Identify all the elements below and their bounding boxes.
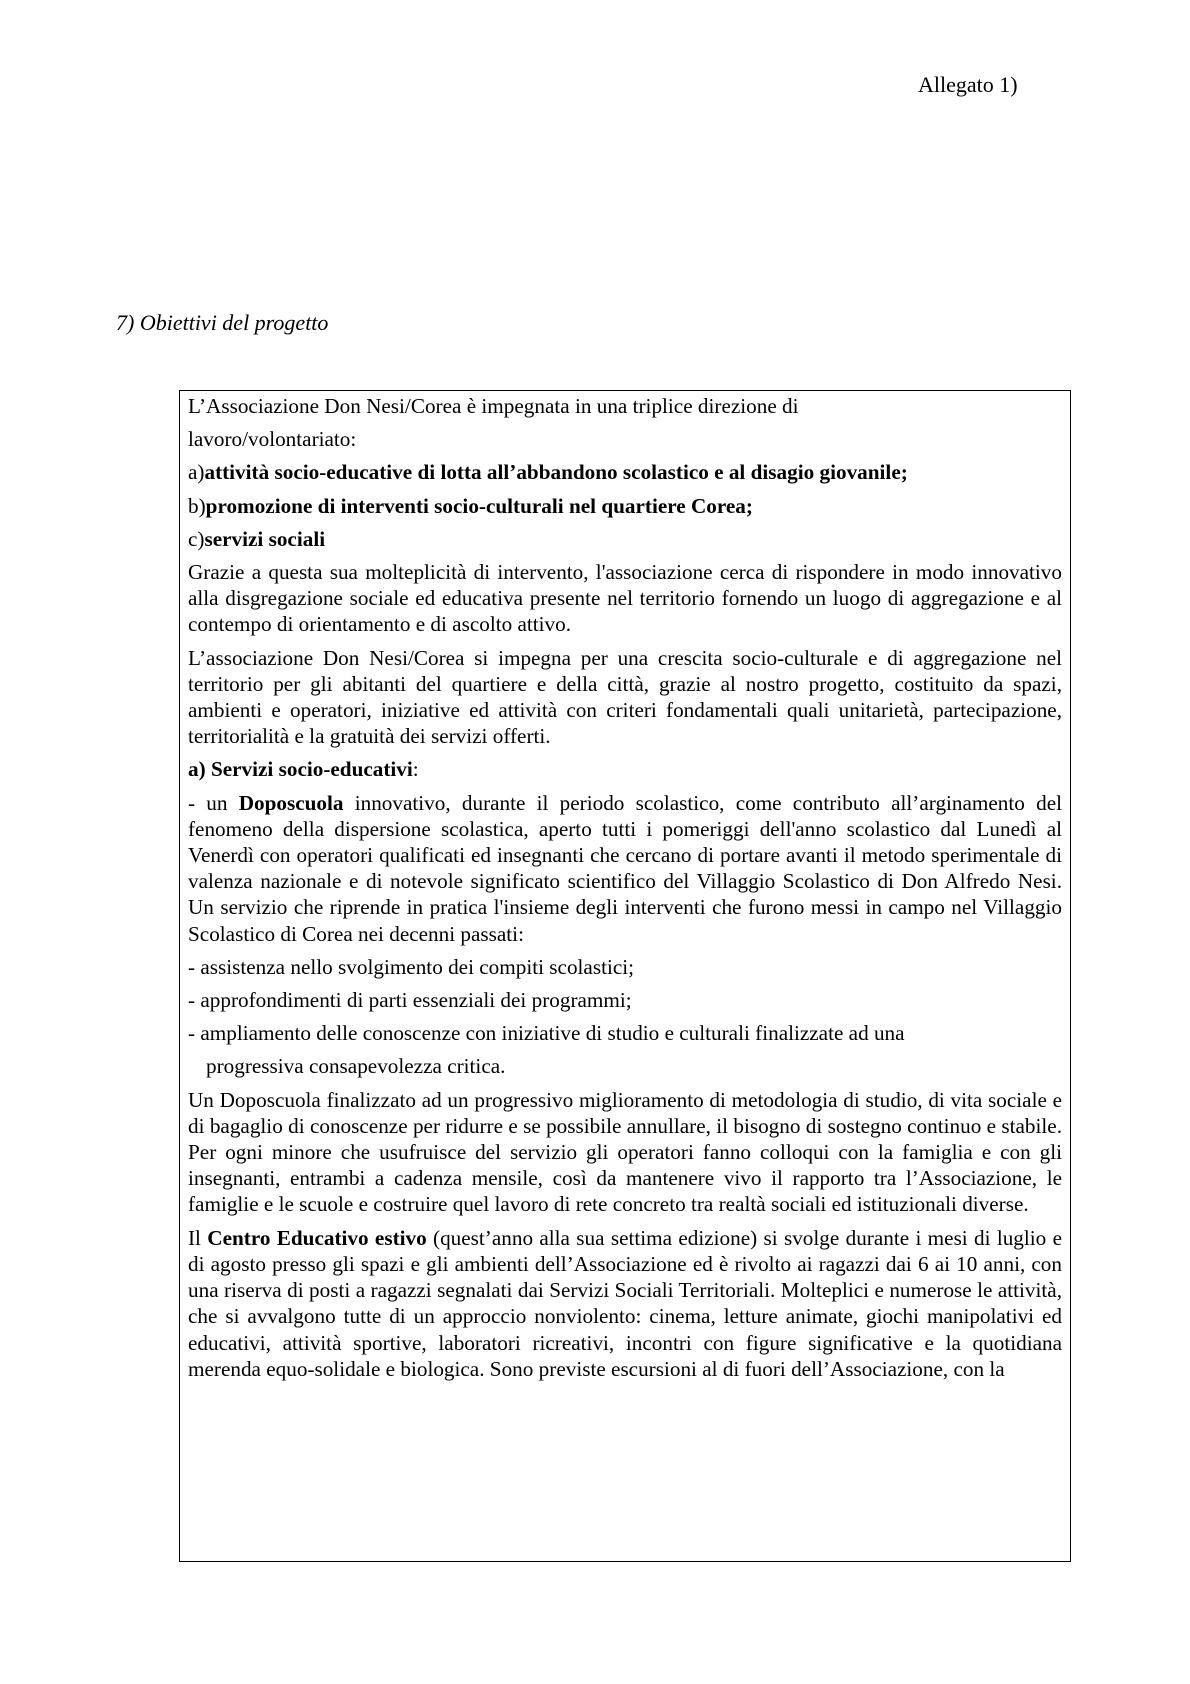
- paragraph-2: L’associazione Don Nesi/Corea si impegna per una crescita socio-culturale e di aggregazione nel territorio per gli abitanti del quartiere e della città, grazie al nostro progetto, costituito da spazi, ambienti e operatori, iniziative ed attività con criteri fondamentali quali unitarietà, partecipazione, territorialità e la gratuità dei servizi offerti.: [188, 645, 1062, 749]
- item-a-prefix: a): [188, 460, 205, 485]
- section-title: 7) Obiettivi del progetto: [116, 310, 329, 335]
- item-b-prefix: b): [188, 493, 206, 518]
- bullet-2: - approfondimenti di parti essenziali dei programmi;: [188, 988, 632, 1013]
- bullet-3-continuation: progressiva consapevolezza critica.: [206, 1054, 506, 1079]
- subheading-text: a) Servizi socio-educativi: [188, 757, 413, 782]
- bullet-3: - ampliamento delle conoscenze con iniziative di studio e culturali finalizzate ad una: [188, 1021, 905, 1046]
- doposcuola-paragraph: [188, 790, 1062, 947]
- item-b-text: promozione di interventi socio-culturali nel quartiere Corea;: [205, 493, 753, 518]
- doposcuola-prefix: - un: [188, 790, 239, 815]
- centro-text: (quest’anno alla sua settima edizione) si svolge durante i mesi di luglio e di agosto presso gli spazi e gli ambienti dell’Associazione ed è rivolto ai ragazzi dai 6 ai 10 anni, con una riserva di posti a ragazzi segnalati dai Servizi Sociali Territoriali. Molteplici e numerose le attività, che si avvalgono tutte di un approccio nonviolento: cinema, letture animate, giochi manipolativi ed educativi, attività sportive, laboratori ricreativi, incontri con figure significative e la quotidiana merenda equo-solidale e biologica. Sono previste escursioni al di fuori dell’Associazione, con la: [188, 1225, 1062, 1381]
- item-b: [188, 493, 1062, 519]
- subheading-colon: :: [412, 757, 419, 782]
- item-a-text: attività socio-educative di lotta all’abbandono scolastico e al disagio giovanile;: [204, 460, 908, 485]
- item-a: [188, 459, 1062, 485]
- subheading-socio-educativi: [188, 756, 1062, 782]
- bullet-1: - assistenza nello svolgimento dei compiti scolastici;: [188, 954, 635, 979]
- item-c-text: servizi sociali: [204, 526, 326, 551]
- centro-prefix: Il: [188, 1225, 208, 1250]
- objectives-box: [179, 390, 1071, 1562]
- intro-line-1: L’Associazione Don Nesi/Corea è impegnata in una triplice direzione di: [188, 394, 799, 418]
- doposcuola-text: innovativo, durante il periodo scolastico, come contributo all’arginamento del fenomeno della dispersione scolastica, aperto tutti i pomeriggi dell'anno scolastico dal Lunedì al Venerdì con operatori qualificati ed insegnanti che cercano di portare avanti il metodo sperimentale di valenza nazionale e di notevole significato scientifico del Villaggio Scolastico di Don Alfredo Nesi. Un servizio che riprende in pratica l'insieme degli interventi che furono messi in campo nel Villaggio Scolastico di Corea nei decenni passati:: [188, 790, 1062, 946]
- attachment-label: Allegato 1): [918, 72, 1018, 97]
- centro-paragraph: [188, 1225, 1062, 1382]
- doposcuola-bold: Doposcuola: [238, 790, 344, 815]
- intro-line-2: lavoro/volontariato:: [188, 427, 357, 452]
- item-c: [188, 526, 1062, 552]
- item-c-prefix: c): [188, 526, 205, 551]
- paragraph-1: Grazie a questa sua molteplicità di intervento, l'associazione cerca di rispondere in modo innovativo alla disgregazione sociale ed educativa presente nel territorio fornendo un luogo di aggregazione e al contempo di orientamento e di ascolto attivo.: [188, 560, 1062, 637]
- paragraph-3: Un Doposcuola finalizzato ad un progressivo miglioramento di metodologia di studio, di vita sociale e di bagaglio di conoscenze per ridurre e se possibile annullare, il bisogno di sostegno continuo e stabile. Per ogni minore che usufruisce del servizio gli operatori fanno colloqui con la famiglia e con gli insegnanti, entrambi a cadenza mensile, così da mantenere vivo il rapporto tra l’Associazione, le famiglie e le scuole e costruire quel lavoro di rete concreto tra realtà sociali ed istituzionali diverse.: [188, 1087, 1062, 1217]
- centro-bold: Centro Educativo estivo: [207, 1225, 427, 1250]
